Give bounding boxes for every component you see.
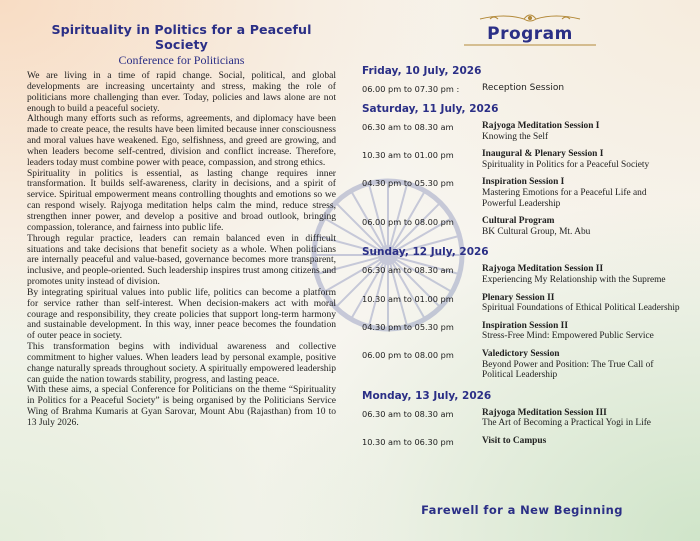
session-desc: Experiencing My Relationship with the Supreme xyxy=(482,274,666,285)
intro-paragraph: Through regular practice, leaders can remain balanced even in difficult situations and take decisions that benefit society as a whole. When politicians are internally peaceful and value-based, governance becomes more transparent, inclusive, and people-oriented. Such leadership inspires trust among citizens and promotes unity instead of division. xyxy=(27,232,336,288)
session-title: Inaugural & Plenary Session I xyxy=(482,149,604,160)
session-title: Rajyoga Meditation Session I xyxy=(482,121,600,131)
session-desc: Beyond Power and Position: The True Call of Political Leadership xyxy=(482,359,654,381)
session-row xyxy=(362,264,682,285)
day-heading: Sunday, 12 July, 2026 xyxy=(362,246,489,259)
day-heading: Friday, 10 July, 2026 xyxy=(362,65,482,77)
session-title: Valedictory Session xyxy=(482,348,560,359)
session-time: 06.00 pm to 08.00 pm xyxy=(362,217,454,228)
session-time: 04.30 pm to 05.30 pm xyxy=(362,178,454,189)
intro-paragraph: Spirituality in politics is essential, as lasting change requires inner transformation. It builds self-awareness, clarity in decisions, and a spirit of service. Spiritual empowerment means controlling thoughts and emotions so we can respond wisely. Rajyoga meditation helps calm the mind, reduce stress, strengthen inner power, and develop a positive and broad outlook, bringing compassion, tolerance, and fairness into public life. xyxy=(27,167,336,233)
program-heading-block xyxy=(460,11,600,47)
program-title: Program xyxy=(487,24,573,44)
farewell-text: Farewell for a New Beginning xyxy=(421,503,623,517)
session-title: Plenary Session II xyxy=(482,292,555,303)
session-time: 04.30 pm to 05.30 pm xyxy=(362,321,454,332)
session-row xyxy=(362,121,682,142)
session-title: Visit to Campus xyxy=(482,435,547,446)
session-row xyxy=(362,436,682,447)
day-heading: Monday, 13 July, 2026 xyxy=(362,389,492,402)
session-title: Inspiration Session I xyxy=(482,177,565,188)
session-title: Rajyoga Meditation Session III xyxy=(482,407,607,418)
session-time: 06.00 pm to 08.00 pm xyxy=(362,349,454,360)
session-desc: The Art of Becoming a Practical Yogi in Life xyxy=(482,418,651,429)
session-time: 06.00 pm to 07.30 pm : xyxy=(362,84,460,94)
session-title: Cultural Program xyxy=(482,216,555,227)
intro-paragraph: This transformation begins with individual awareness and collective commitment to higher values. When leaders lead by personal example, positive change naturally spreads throughout society. A spiritually empowered leadership can guide the nation towards stability, progress, and lasting peace. xyxy=(27,341,336,385)
session-desc: BK Cultural Group, Mt. Abu xyxy=(482,226,591,237)
session-time: 10.30 am to 06.30 pm xyxy=(362,436,454,447)
session-row xyxy=(362,293,682,314)
conference-subtitle: Conference for Politicians xyxy=(118,53,245,67)
intro-paragraph: By integrating spiritual values into public life, politics can become a platform for service rather than self-interest. When decision-makers act with moral courage and responsibility, they create policies that support long-term harmony and sustainable development. In this way, inner peace becomes the foundation of outer peace in society. xyxy=(27,286,336,342)
intro-body xyxy=(27,71,336,429)
session-desc: Reception Session xyxy=(482,83,565,93)
session-time: 06.30 am to 08.30 am xyxy=(362,408,454,419)
session-row xyxy=(362,177,682,209)
session-title: Rajyoga Meditation Session II xyxy=(482,264,604,275)
session-time: 10.30 am to 01.00 pm xyxy=(362,150,454,161)
session-row xyxy=(362,408,682,429)
session-row xyxy=(362,321,682,342)
intro-paragraph: Although many efforts such as reforms, agreements, and diplomacy have been made to create peace, the results have been limited because inner consciousness and moral values have weakened. Ego, selfishness, and greed are growing, and when leaders become self-centred, division and conflict increase. Therefore, leaders today must combine power with peace, compassion, and strong ethics. xyxy=(27,113,336,168)
day-heading: Saturday, 11 July, 2026 xyxy=(362,103,499,115)
session-desc: Spirituality in Politics for a Peaceful Society xyxy=(482,159,650,170)
intro-paragraph: We are living in a time of rapid change. Social, political, and global developments are increasing uncertainty and stress, making the role of politicians more challenging than ever. Today, policies and laws alone are not enough to build a peaceful society. xyxy=(27,70,336,114)
session-desc: Mastering Emotions for a Peaceful Life and Powerful Leadership xyxy=(482,187,647,209)
session-time: 06.30 am to 08.30 am xyxy=(362,265,454,276)
conference-title: Spirituality in Politics for a Peaceful Society xyxy=(51,22,312,52)
session-title: Inspiration Session II xyxy=(482,320,568,331)
session-row xyxy=(362,349,682,381)
session-desc: Knowing the Self xyxy=(482,131,549,142)
program-schedule xyxy=(362,65,682,454)
session-time: 06.30 am to 08.30 am xyxy=(362,122,454,132)
session-desc: Stress-Free Mind: Empowered Public Service xyxy=(482,331,654,342)
session-time: 10.30 am to 01.00 pm xyxy=(362,293,454,304)
intro-column xyxy=(27,22,336,429)
session-row xyxy=(362,83,682,94)
session-row xyxy=(362,149,682,170)
intro-paragraph: With these aims, a special Conference for Politicians on the theme “Spirituality in Politics for a Peaceful Society” is being organised by the Politicians Service Wing of Brahma Kumaris at Gyan Sarovar, Mount Abu (Rajasthan) from 10 to 13 July 2026. xyxy=(27,384,336,428)
session-desc: Spiritual Foundations of Ethical Political Leadership xyxy=(482,303,680,314)
session-row xyxy=(362,216,682,237)
